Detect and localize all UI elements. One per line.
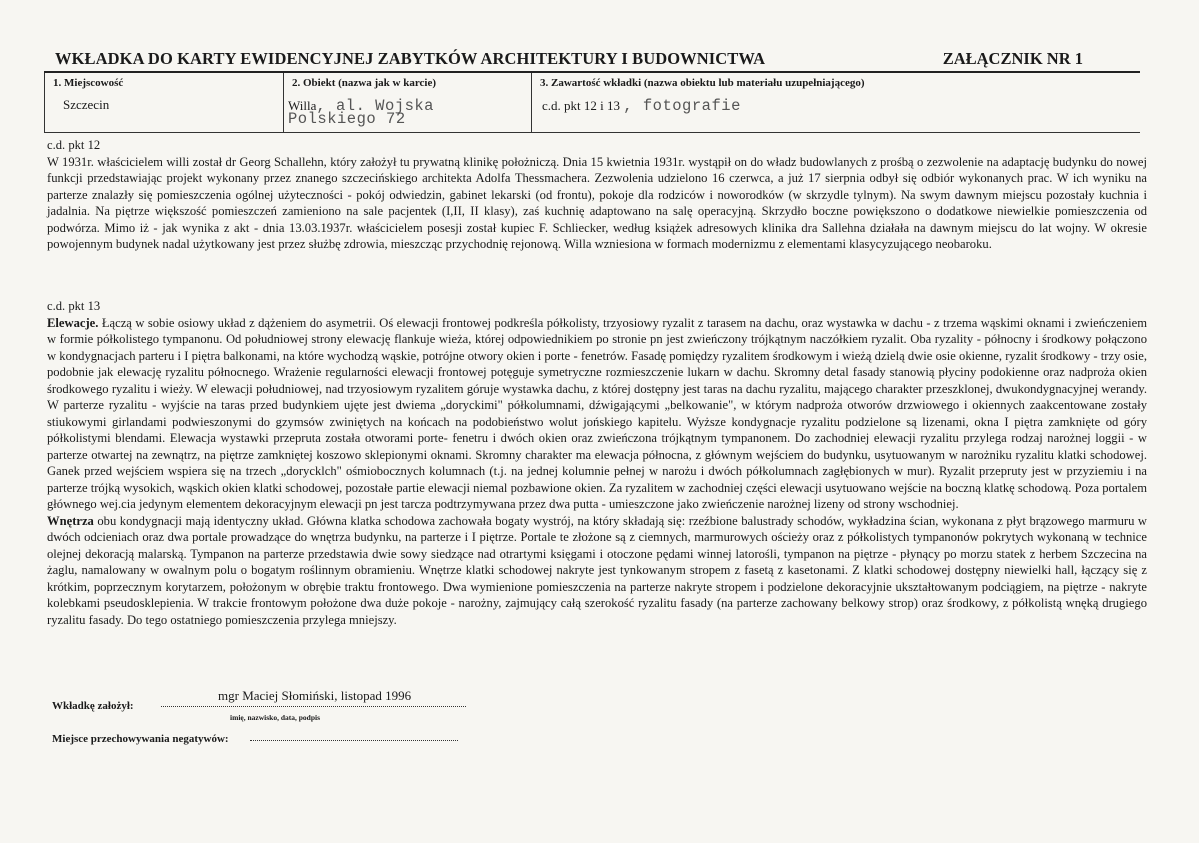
- section-12-label: c.d. pkt 12: [47, 138, 101, 152]
- negatives-storage-dotted-line: [250, 739, 458, 741]
- elewacje-paragraph: [47, 315, 1147, 513]
- object-value-typed-2: Polskiego 72: [288, 110, 406, 128]
- signature-value: mgr Maciej Słomiński, listopad 1996: [218, 688, 412, 703]
- object-field: [283, 73, 531, 132]
- header-fields-table: [44, 71, 1140, 133]
- wnetrza-text: obu kondygnacji mają identyczny układ. Główna klatka schodowa zachowała bogaty wystrój, na który składają się: rzeźbione balustrady schodów, wykładzina ścian, wykonana z płyt brązowego marmuru w dwóch odcieniach oraz dwa portale prowadzące do wnętrza budynku, na parterze i I piętrze. Portale te złożone są z ciemnych, marmurowych ościeży oraz z półkolistych tympanonów pokrytych wykonaną w technice olejnej dekoracją malarską. Tympanon na parterze przedstawia dwie sowy siedzące nad otrartymi księgami i otoczone pędami winnej latorośli, tympanon na piętrze - płynący po morzu statek z herbem Szczecina na żaglu, namalowany w owalnym polu o bogatym roślinnym obramieniu. Wnętrze klatki schodowej nakryte jest tynkowanym stropem z fasetą z kasetonami. Z klatki schodowej dostępny niewielki hall, łączący się z krótkim, poprzecznym korytarzem, położonym w obrębie traktu frontowego. Dwa wymienione pomieszczenia na parterze nakryte stropem i podzielone dekoracyjnie ukształtowanym podciągiem, na piętrze - nakryte kolebkami pseudosklepienia. W trakcie frontowym położone dwa duże pokoje - narożny, zajmujący całą szerokość ryzalitu fasady (na parterze zachowany belkowy strop) oraz środkowy, z półkolistą wnęką drugiego ryzalitu fasady. Do tego ostatniego pomieszczenia przylega mniejszy.: [47, 513, 1147, 627]
- locality-label: 1. Miejscowość: [53, 77, 124, 89]
- section-13-label: c.d. pkt 13: [47, 299, 101, 313]
- section-13: [47, 298, 1147, 628]
- contents-value-typed: , fotografie: [623, 97, 741, 115]
- signature-dotted-line: [161, 705, 466, 707]
- section-12-text: W 1931r. właścicielem willi został dr Georg Schallehn, który założył tu prywatną klinikę położniczą. Dnia 15 kwietnia 1931r. wystąpił on do władz budowlanych z prośbą o zezwolenie na adaptację budynku do nowej funkcji przedstawiając projekt wykonany przez znanego szczecińskiego architekta Adolfa Thessmachera. Zezwolenia udzielono 16 czerwca, a już 17 sierpnia odbył się odbiór wykonanych prac. W ich wyniku na parterze znalazły się pomieszczenia ogólnej użyteczności - pokój odwiedzin, gabinet lekarski (od frontu), pokoje dla rodziców i noworodków (w skrzydle tylnym). Na swym dawnym miejscu pozostały kuchnia i jadalnia. Na piętrze większość pomieszczeń zamieniono na sale pacjentek (I,II, II klasy), zaś kuchnię adaptowano na salę operacyjną. Skrzydło boczne powiększono o dodatkowe niewielkie pomieszczenia od podwórza. Mimo iż - jak wynika z akt - dnia 13.03.1937r. właścicielem posesji został kupiec F. Schliecker, według książek adresowych klinika dra Sallehna działała na dawnym miejscu do lat wojny. W okresie powojennym budynek nadal użytkowany jest przez służbę zdrowia, mieszcząc przychodnię rejonową. Willa wzniesiona w formach modernizmu z elementami klasycyzującego neobaroku.: [47, 154, 1147, 251]
- locality-value: Szczecin: [63, 97, 110, 112]
- wnetrza-heading: Wnętrza: [47, 513, 94, 528]
- elewacje-heading: Elewacje.: [47, 315, 99, 330]
- elewacje-text: Łączą w sobie osiowy układ z dążeniem do asymetrii. Oś elewacji frontowej podkreśla półkolisty, trzyosiowy ryzalit z tarasem na dachu, oraz wystawka w dachu - z trzema wąskimi oknami i zwieńczeniem w formie półkolistego tympanonu. Od południowej strony elewację flankuje wieża, której odpowiednikiem po stronie pn jest zwieńczony trójkątnym naczółkiem ryzalit. Oba ryzality - północny i środkowy połączono w kondygnacjach parteru i I piętra balkonami, na które wychodzą wąskie, potrójne otwory okien i porte - fenetrów. Fasadę pomiędzy ryzalitem środkowym i wieżą dzielą dwie osie okienne, ryzalit środkowy - trzy osie, podobnie jak elewację ryzalitu północnego. Wrażenie regularności elewacji frontowej potęguje symetryczne rozmieszczenie lukarn w dachu. Skromny detal fasady stanowią płyciny podokienne oraz nadproża okien środkowego ryzalitu i wieży. W elewacji południowej, nad trzyosiowym ryzalitem góruje wystawka dachu, z której dostępny jest taras na dachu ryzalitu, mającego charakter przeszklonej, dwukondygnacyjnej werandy. W parterze ryzalitu - wyjście na taras przed budynkiem ujęte jest dwiema „doryckimi" półkolumnami, dźwigającymi „belkowanie", w którym nadproża otworów drzwiowego i okiennych zaakcentowane zostały stiukowymi girlandami podwieszonymi do gzymsów zwiniętych na końcach na podobieństwo wolut jońskiego kapitelu. Wyższe kondygnacje ryzalitu podzielone są lizenami, okna I piętra zamknięte od góry półkolistymi blendami. Elewacja wystawki przepruta została otworami porte- fenetru i dwóch okien oraz zwieńczona trójkątnym tympanonem. Do zachodniej elewacji ryzalitu przylega rodzaj narożnej loggii - w parterze otwartej na zewnątrz, na piętrze zamkniętej koszowo sklepionymi oknami. Skromny charakter ma elewacja północna, z głównym wejściem do budynku, usytuowanym w narożniku ryzalitu klatki schodowej. Ganek przed wejściem wspiera się na trzech „dorycklch" ośmiobocznych kolumnach (t.j. na jednej kolumnie pełnej w narożu i dwóch półkolumnach zagłębionych w mur). Ryzalit przepruty jest w przyziemiu i na parterze trójką wysokich, wąskich okien klatki schodowej, pozostałe partie elewacji niemal pozbawione okien. Za ryzalitem w zachodniej części elewacji usytuowano wejście na boczną klatkę schodową. Poza portalem głównego wej.cia jedynym elementem dekoracyjnym elewacji pn jest tarcza podtrzymywana przez dwa putta - umieszczone jako zwieńczenie narożnej lizeny od strony wschodniej.: [47, 315, 1147, 511]
- section-12: [47, 137, 1147, 253]
- negatives-storage-label: Miejsce przechowywania negatywów:: [52, 733, 229, 745]
- signature-label: Wkładkę założył:: [52, 700, 134, 712]
- contents-value-printed: c.d. pkt 12 i 13: [542, 98, 620, 113]
- form-title: WKŁADKA DO KARTY EWIDENCYJNEJ ZABYTKÓW ARCHITEKTURY I BUDOWNICTWA: [55, 49, 766, 68]
- contents-field: [531, 73, 1141, 132]
- wnetrza-paragraph: [47, 513, 1147, 629]
- contents-label: 3. Zawartość wkładki (nazwa obiektu lub materiału uzupełniającego): [540, 77, 865, 89]
- object-label: 2. Obiekt (nazwa jak w karcie): [292, 77, 437, 89]
- attachment-number: ZAŁĄCZNIK NR 1: [942, 49, 1083, 68]
- object-value-typed-1: , al. Wojska: [316, 97, 434, 115]
- contents-value: [542, 97, 741, 115]
- object-value-printed: Willa: [288, 98, 317, 113]
- locality-field: [44, 73, 283, 132]
- signature-caption: imię, nazwisko, data, podpis: [230, 713, 321, 722]
